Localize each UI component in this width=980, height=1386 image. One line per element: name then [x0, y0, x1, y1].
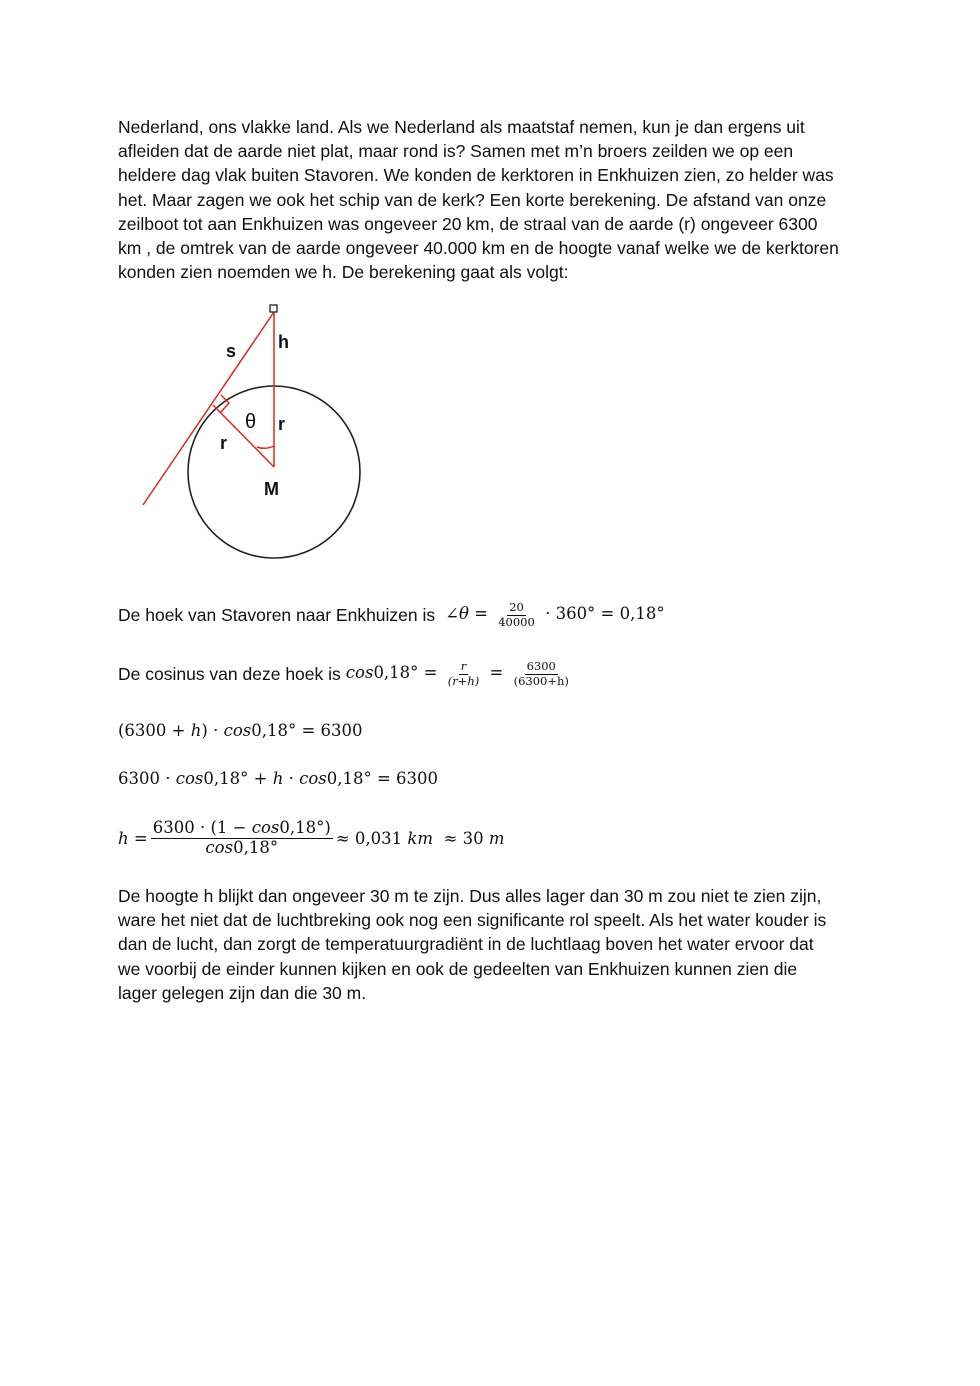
eq5-equals: = — [133, 828, 148, 848]
equation-3 — [118, 718, 363, 742]
intro-line: zeilboot tot aan Enkhuizen was ongeveer 20 km, de straal van de aarde (r) ongeveer 6300 — [118, 213, 818, 234]
conclusion-paragraph — [118, 884, 878, 1005]
angle-fraction — [496, 601, 537, 628]
conclusion-line: ware het niet dat de luchtbreking ook nog een significante rol speelt. Als het water kouder is — [118, 910, 827, 931]
intro-line: km , de omtrek van de aarde ongeveer 40.000 km en de hoogte vanaf welke we de kerktoren — [118, 238, 839, 259]
intro-line: konden zien noemden we h. De berekening gaat als volgt: — [118, 262, 569, 283]
eq4-part: 0,18° + — [203, 768, 268, 788]
eq4-h: h — [272, 768, 284, 788]
equation-4 — [118, 766, 438, 790]
angle-fraction-denominator: 40000 — [498, 614, 535, 629]
intro-line: het. Maar zagen we ook het schip van de kerk? Een korte berekening. De afstand van onze — [118, 189, 827, 210]
intro-line: afleiden dat de aarde niet plat, maar rond is? Samen met m’n broers zeilden we op een — [118, 141, 794, 162]
conclusion-line: dan de lucht, dan zorgt de temperatuurgradiënt in de luchtlaag boven het water ervoor dat — [118, 934, 814, 955]
cos-fraction-numeric — [512, 660, 571, 687]
h-den-part: 0,18° — [233, 837, 279, 857]
eq5-approx-km: ≈ 0,031 — [335, 828, 403, 848]
eq3-part: (6300 + — [118, 720, 186, 740]
earth-curvature-diagram — [0, 0, 980, 600]
cosine-equation-text: De cosinus van deze hoek is — [118, 663, 341, 684]
label-M: M — [264, 479, 279, 499]
eq4-cos: cos — [175, 768, 204, 788]
label-h: h — [278, 332, 289, 352]
h-num-part: 6300 · (1 − — [152, 817, 247, 837]
h-fraction — [151, 819, 333, 858]
angle-result: · 360° = 0,18° — [545, 604, 665, 624]
equals-sign: = — [489, 663, 504, 683]
unit-km: km — [407, 828, 434, 848]
angle-equation-line — [118, 598, 665, 632]
theta-angle-arc — [257, 446, 274, 448]
label-r-slanted: r — [220, 433, 228, 453]
cos-fraction-denominator: (r+h) — [447, 673, 480, 688]
intro-line: heldere dag vlak buiten Stavoren. We konden de kerktoren in Enkhuizen zien, zo helder was — [118, 165, 834, 186]
eq3-cos: cos — [223, 720, 252, 740]
angle-fraction-numerator: 20 — [509, 600, 524, 615]
eq4-cos: cos — [299, 768, 327, 788]
eq5-approx-m: ≈ 30 — [443, 828, 484, 848]
eq4-part: · — [288, 768, 294, 788]
eq3-part: ) · — [201, 720, 219, 740]
unit-m: m — [488, 828, 505, 848]
eq4-part: 0,18° = 6300 — [326, 768, 439, 788]
angle-symbol: ∠θ = — [445, 604, 488, 624]
tangent-line-s — [143, 312, 274, 505]
conclusion-line: we voorbij de einder kunnen kijken en ook de gedeelten van Enkhuizen kunnen zien die — [118, 958, 798, 979]
conclusion-line: lager gelegen zijn dan die 30 m. — [118, 982, 367, 1003]
eq3-h: h — [190, 720, 202, 740]
h-num-part: 0,18°) — [279, 817, 331, 837]
h-fraction-denominator — [203, 839, 280, 858]
cos-function: cos — [345, 663, 374, 683]
angle-formula — [445, 601, 664, 628]
eq5-h: h — [118, 828, 129, 848]
intro-line: Nederland, ons vlakke land. Als we Nederland als maatstaf nemen, kun je dan ergens uit — [118, 117, 805, 137]
cosine-equation-line — [118, 656, 574, 692]
label-r-vertical: r — [278, 414, 286, 434]
label-s: s — [226, 341, 237, 361]
cos-argument: 0,18° = — [373, 663, 438, 683]
angle-equation-text: De hoek van Stavoren naar Enkhuizen is — [118, 604, 436, 625]
cos-fraction-numeric-denominator: (6300+h) — [513, 673, 569, 688]
eq3-part: 0,18° = 6300 — [251, 720, 363, 740]
cos-fraction-symbolic — [446, 660, 482, 687]
label-theta: θ — [245, 411, 257, 433]
observer-point-marker — [270, 305, 277, 312]
conclusion-line: De hoogte h blijkt dan ongeveer 30 m te zijn. Dus alles lager dan 30 m zou niet te zien zijn, — [118, 886, 822, 906]
equation-5 — [118, 812, 505, 864]
cosine-formula — [346, 660, 574, 687]
cos-fraction-numeric-numerator: 6300 — [526, 659, 556, 674]
eq4-part: 6300 · — [118, 768, 171, 788]
h-den-cos: cos — [205, 837, 234, 857]
h-num-cos: cos — [251, 817, 280, 837]
cos-fraction-numerator: r — [460, 659, 467, 674]
h-fraction-numerator — [151, 819, 333, 839]
